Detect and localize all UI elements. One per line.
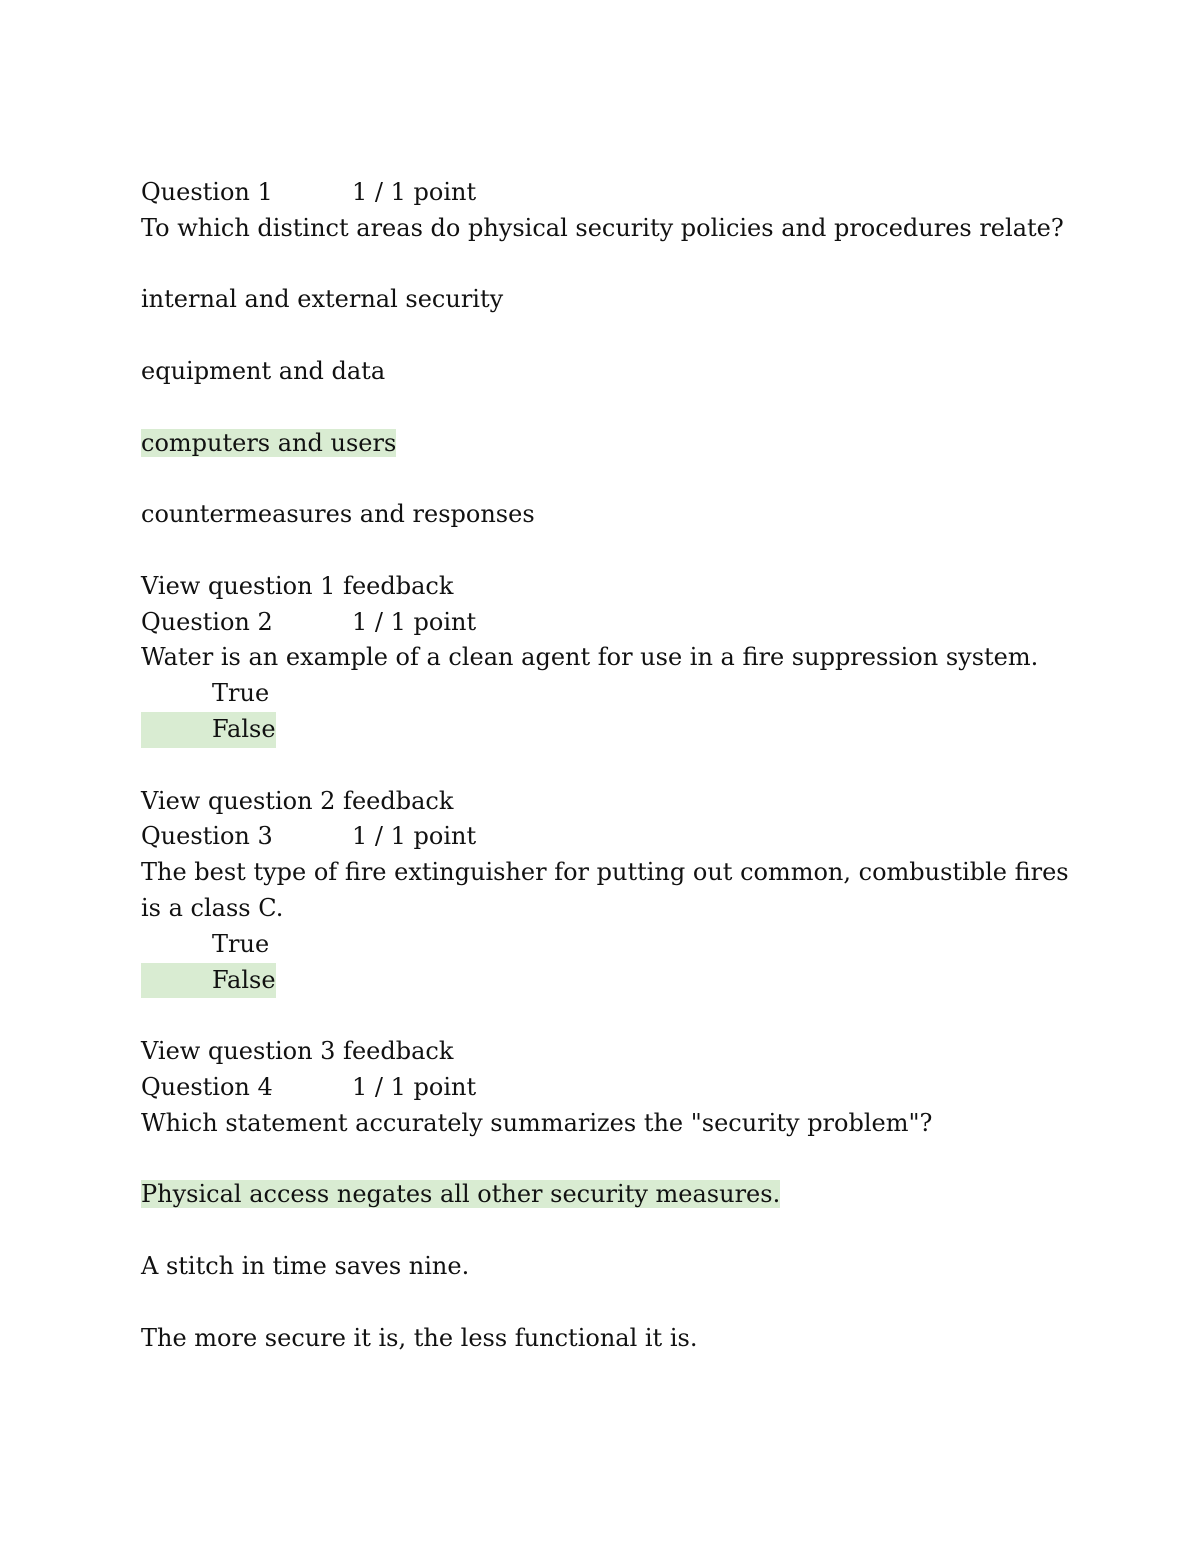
answer-option[interactable]: internal and external security bbox=[141, 285, 504, 314]
selected-answer-option-false[interactable]: False bbox=[141, 712, 276, 748]
answer-option[interactable]: equipment and data bbox=[141, 356, 386, 385]
question-2-header bbox=[141, 605, 1081, 641]
question-label: Question 3 bbox=[141, 822, 273, 851]
answer-option-true[interactable]: True bbox=[212, 929, 270, 958]
answer-option[interactable]: The more secure it is, the less functional it is. bbox=[141, 1323, 698, 1352]
question-score: 1 / 1 point bbox=[352, 822, 477, 851]
view-question-2-feedback-link[interactable]: View question 2 feedback bbox=[141, 786, 454, 815]
question-label: Question 2 bbox=[141, 607, 273, 636]
question-score: 1 / 1 point bbox=[352, 1072, 477, 1101]
answer-option[interactable]: A stitch in time saves nine. bbox=[141, 1251, 470, 1280]
selected-answer-option-false[interactable]: False bbox=[141, 963, 276, 999]
question-1-prompt: To which distinct areas do physical security policies and procedures relate? bbox=[141, 213, 1064, 242]
view-question-3-feedback-link[interactable]: View question 3 feedback bbox=[141, 1037, 454, 1066]
question-1-header bbox=[141, 175, 1081, 211]
question-label: Question 1 bbox=[141, 178, 273, 206]
selected-answer-option[interactable]: Physical access negates all other security measures. bbox=[141, 1180, 781, 1209]
selected-answer-option[interactable]: computers and users bbox=[141, 428, 397, 457]
answer-option[interactable]: countermeasures and responses bbox=[141, 500, 535, 529]
question-4-header bbox=[141, 1070, 1081, 1106]
question-3-prompt: The best type of fire extinguisher for putting out common, combustible fires is a class C. bbox=[141, 858, 1069, 922]
question-label: Question 4 bbox=[141, 1072, 273, 1101]
question-4-prompt: Which statement accurately summarizes the "security problem"? bbox=[141, 1108, 933, 1137]
view-question-1-feedback-link[interactable]: View question 1 feedback bbox=[141, 571, 454, 600]
question-2-prompt: Water is an example of a clean agent for use in a fire suppression system. bbox=[141, 643, 1039, 672]
quiz-document bbox=[141, 175, 1081, 1356]
question-score: 1 / 1 point bbox=[352, 607, 477, 636]
question-score: 1 / 1 point bbox=[352, 178, 477, 206]
question-3-header bbox=[141, 819, 1081, 855]
answer-option-true[interactable]: True bbox=[212, 679, 270, 708]
